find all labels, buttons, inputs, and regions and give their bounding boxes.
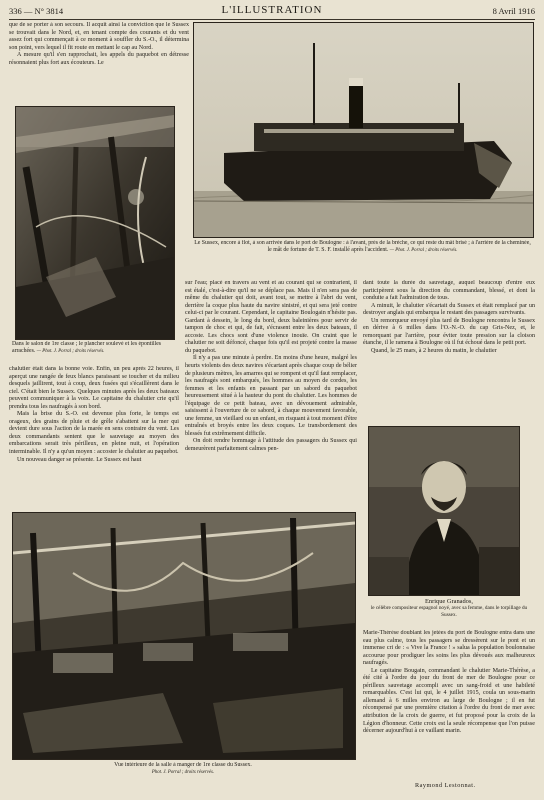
text-col3-mid <box>363 280 535 422</box>
caption-text: Le Sussex, encore à flot, à son arrivée dans le port de Boulogne : à l'avant, près de la brèche, ce qui reste du mât brisé ; à l'arrière de la cheminée, le mât de fortune de T. S. F. installé après l'accident. <box>194 240 531 253</box>
paragraph: Mais la brise du S.-O. est devenue plus forte, le temps est orageux, des grains de pluie et de grêle s'abattent sur la mer qui devient dure sous l'action de la marée en sens contraire du vent. Les deux commandants sentent que le sauvetage au moyen des embarcations serait très périlleux, en pleine nuit, et l'opération interminable. Il n'y a qu'un moyen : accoster le chalutier au paquebot. <box>9 411 179 456</box>
paragraph: chalutier était dans la bonne voie. Enfin, un peu après 22 heures, il aperçut une rangée de feux blancs paraissant se toucher et du milieu desquels jaillirent, tout à coup, deux fusées qui s'écaillèrent dans le ciel. C'était bien le Sussex. Quelques minutes après les deux bateaux peuvent communiquer à la voix. Le capitaine du chalutier crie qu'il prendra tous les naufragés à son bord. <box>9 366 179 410</box>
paragraph: dant toute la durée du sauvetage, auquel beaucoup d'entre eux participèrent sous la direction du commandant, blessé, et dont la conduite a fait l'admiration de tous. <box>363 280 535 302</box>
paragraph: Marie-Thérèse doublant les jetées du port de Boulogne entra dans une eau plus calme, tous les passagers se dressèrent sur le pont et un immense cri de : « Vive la France ! » salua la population boulonnaise accourue pour prodiguer les soins les plus dévoués aux malheureux naufragés. <box>363 630 535 667</box>
paragraph: On doit rendre hommage à l'attitude des passagers du Sussex qui demeurèrent parfaitement calmes pen- <box>185 438 357 453</box>
caption-text: le célèbre compositeur espagnol noyé, avec sa femme, dans le torpillage du Sussex. <box>370 605 528 618</box>
caption-text: Dans le salon de 1re classe ; le plancher soulevé et les épontilles arrachées. <box>12 341 162 354</box>
text-col3-bottom <box>363 630 535 780</box>
magazine-title: L'ILLUSTRATION <box>221 4 323 16</box>
portrait-image <box>369 427 519 595</box>
paragraph: Un remorqueur envoyé plus tard de Boulogne rencontra le Sussex en dérive à 6 milles dans l'O.-N.-O. du cap Gris-Nez, et, le remorquant par l'arrière, pour éviter toute pression sur la cloison étanche, il le ramena à Boulogne où il fut échoué dans le petit port. <box>363 317 535 347</box>
page-header <box>9 4 535 18</box>
photo-sussex-caption <box>193 240 532 274</box>
photo-granados-caption <box>363 598 535 626</box>
paragraph: Il n'y a pas une minute à perdre. En moins d'une heure, malgré les heurts violents des deux navires s'écartant après chaque coup de bélier de plusieurs mètres, les amarres qui se rompent et qu'il faut remplacer, les naufragés sont embarqués, les hommes au moyen de cordes, les femmes et les enfants en passant par un sabord du paquebot heureusement situé à la hauteur du pont du chalutier. Les hommes de l'équipage de ce petit bateau, avec un dévouement admirable, saisissent à l'ouverture de ce sabord, à chaque mouvement favorable, une femme, un vieillard ou un enfant, en risquant à tout moment d'être entraînés et broyés entre les deux coques. Le transbordement des blessés fut extrêmement difficile. <box>185 355 357 437</box>
paragraph: que de se porter à son secours. Il acquit ainsi la conviction que le Sussex se trouvait dans le Nord, et, en tenant compte des courants et du vent assez fort qui commençait à ce moment à souffler du S.-O., il détermina son point, vers lequel il fit route en mettant le cap au Nord. <box>9 22 189 51</box>
paragraph: A mesure qu'il s'en rapprochait, les appels du paquebot en détresse résonnaient plus fort aux écouteurs. Le <box>9 52 189 66</box>
issue-number: 336 — N° 3814 <box>9 6 64 16</box>
ship-image <box>194 23 533 237</box>
photo-salon-caption <box>12 341 180 363</box>
text-col1-top <box>9 22 189 106</box>
paragraph: A minuit, le chalutier s'écartait du Sussex et était remplacé par un destroyer anglais qui embarqua le restant des passagers survivants. <box>363 302 535 317</box>
photo-credit: — Phot. J. Porral ; droits réservés. <box>389 248 458 253</box>
paragraph: Quand, le 25 mars, à 2 heures du matin, le chalutier <box>371 347 497 354</box>
photo-dining-caption <box>12 762 354 780</box>
paragraph: Un nouveau danger se présente. Le Sussex est haut <box>17 456 142 463</box>
photo-granados-portrait <box>368 426 520 596</box>
dining-room-wreck-image <box>13 513 355 759</box>
photo-credit: — Phot. J. Porral ; droits réservés. <box>36 349 105 354</box>
photo-sussex-ship <box>193 22 534 238</box>
photo-salon <box>15 106 175 340</box>
issue-date: 8 Avril 1916 <box>492 6 535 16</box>
author-signature: Raymond Lestonnat. <box>415 782 476 789</box>
salon-wreck-image <box>16 107 174 339</box>
text-col1-mid <box>9 366 179 504</box>
caption-text: Vue intérieure de la salle à manger de 1re classe du Sussex. <box>114 762 252 768</box>
header-rule <box>9 19 535 20</box>
text-col2-mid <box>185 280 357 504</box>
paragraph: sur l'eau; placé en travers au vent et au courant qui se contrarient, il est étalé, c'est-à-dire qu'il ne se déplace pas. Mais il n'en sera pas de même du chalutier qui doit, avant tout, se mettre à l'abri du vent, derrière la coque plus haute du navire sinistré, et qui sera jeté contre celui-ci par le courant. Cependant, le capitaine Boulogain n'hésite pas. Gardant à dessein, le long du bord, deux baleinières pour servir de tampon de choc et qui, de fait, s'écrasent entre les deux bateaux, il accoste. Les chocs sont d'une violence inouïe. On craint que le chalutier ne soit défoncé, chaque fois qu'il est projeté contre la masse du paquebot. <box>185 280 357 354</box>
caption-name: Enrique Granados, <box>425 598 473 605</box>
photo-dining-room <box>12 512 356 760</box>
paragraph: Le capitaine Bougain, commandant le chalutier Marie-Thérèse, a été cité à l'ordre du jour du front de mer de Boulogne pour ce périlleux sauvetage accompli avec un sang-froid et une habileté remarquables. C'est lui qui, le 4 juillet 1915, coula un sous-marin allemand à 6 milles environ au large de Boulogne ; il en fut récompensé par une première citation à l'ordre du front de mer avec attribution de la croix de guerre, et fut proposé pour la croix de la Légion d'honneur. Cette croix est la seule récompense que l'on puisse décerner aujourd'hui à ce vaillant marin. <box>363 667 535 735</box>
photo-credit: Phot. J. Porral ; droits réservés. <box>151 770 215 775</box>
